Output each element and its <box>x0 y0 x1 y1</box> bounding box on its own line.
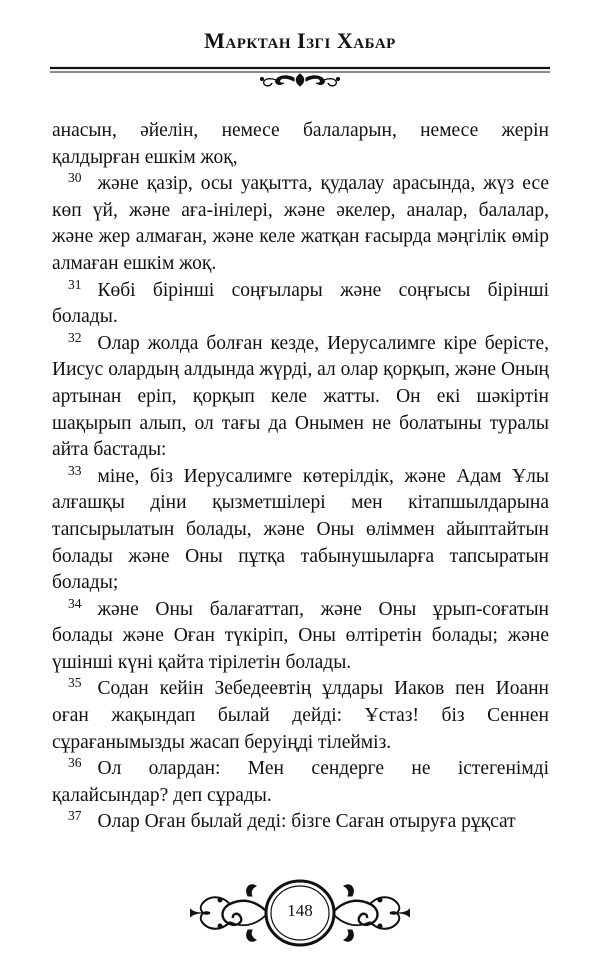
verse-text: Ол олардан: Мен сендерге не істегенімді қалайсындар? деп сұрады. <box>52 758 549 806</box>
verse-32: 32 Олар жолда болған кезде, Иерусалимге кіре берісте, Иисус олардың алдында жүрді, ал олар қорқып, және Оның артынан еріп, қорқып келе жатты. Он екі шәкіртін шақырып алып, ол тағы да Онымен не болатыны туралы айта бастады: <box>52 329 549 461</box>
header-ornament-rule <box>50 64 550 90</box>
verse-text: Содан кейін Зебедеевтің ұлдары Иаков пен Иоанн оған жақындап былай дейді: Ұстаз! біз Сеннен сұрағанымызды жасап беруіңді тілейміз. <box>52 678 549 753</box>
verse-text: Олар жолда болған кезде, Иерусалимге кіре берісте, Иисус олардың алдында жүрді, ал олар қорқып, және Оның артынан еріп, қорқып келе жатты. Он екі шәкіртін шақырып алып, ол тағы да Онымен не болатыны туралы айта бастады: <box>52 332 549 461</box>
verse-34: 34 және Оны балағаттап, және Оны ұрып-соғатын болады және Оған түкіріп, Оны өлтіретін болады; және үшінші күні қайта тірілетін болады. <box>52 595 549 673</box>
page-header-title: Марктан Ізгі Хабар <box>204 28 396 53</box>
verse-text: және Оны балағаттап, және Оны ұрып-соғатын болады және Оған түкіріп, Оны өлтіретін болады; және үшінші күні қайта тірілетін болады. <box>52 598 549 673</box>
verse-36: 36 Ол олардан: Мен сендерге не істегенімді қалайсындар? деп сұрады. <box>52 755 549 806</box>
verse-text: Көбі бірінші соңғылары және соңғысы бірінші болады. <box>52 279 549 328</box>
verse-text: және қазір, осы уақытта, қудалау арасында, жүз есе көп үй, және аға-інілері, және әкелер, аналар, балалар, және жер алмаған, және келе жатқан ғасырда мәңгілік өмір алмаған ешкім жоқ. <box>52 173 549 274</box>
verse-31: 31 Көбі бірінші соңғылары және соңғысы бірінші болады. <box>52 276 549 328</box>
verse-30: 30 және қазір, осы уақытта, қудалау арасында, жүз есе көп үй, және аға-інілері, және әкелер, аналар, балалар, және жер алмаған, және келе жатқан ғасырда мәңгілік өмір алмаған ешкім жоқ. <box>52 170 549 274</box>
verse-37: 37 Олар Оған былай деді: бізге Саған отыруға рұқсат <box>68 808 516 833</box>
body-text <box>52 118 549 836</box>
verse-35: 35 Содан кейін Зебедеевтің ұлдары Иаков пен Иоанн оған жақындап былай дейді: Ұстаз! біз Сеннен сұрағанымызды жасап беруіңді тілейміз. <box>52 675 549 753</box>
page-number: 148 <box>287 901 313 920</box>
verse-text: міне, біз Иерусалимге көтерілдік, және Адам Ұлы алғашқы діни қызметшілері мен кітапшылдарына тапсырылатын болады, және Оны өліммен айыптайтын болады және Оны пұтқа табынушыларға тапсыратын болады; <box>52 465 549 594</box>
verse-33: 33 міне, біз Иерусалимге көтерілдік, және Адам Ұлы алғашқы діни қызметшілері мен кітапшылдарына тапсырылатын болады, және Оны өліммен айыптайтын болады және Оны пұтқа табынушыларға тапсыратын болады; <box>52 462 549 594</box>
continuation-paragraph: анасын, әйелін, немесе балаларын, немесе жерін қалдырған ешкім жоқ, <box>52 120 549 168</box>
verse-text: Олар Оған былай деді: бізге Саған отыруға рұқсат <box>97 811 516 833</box>
